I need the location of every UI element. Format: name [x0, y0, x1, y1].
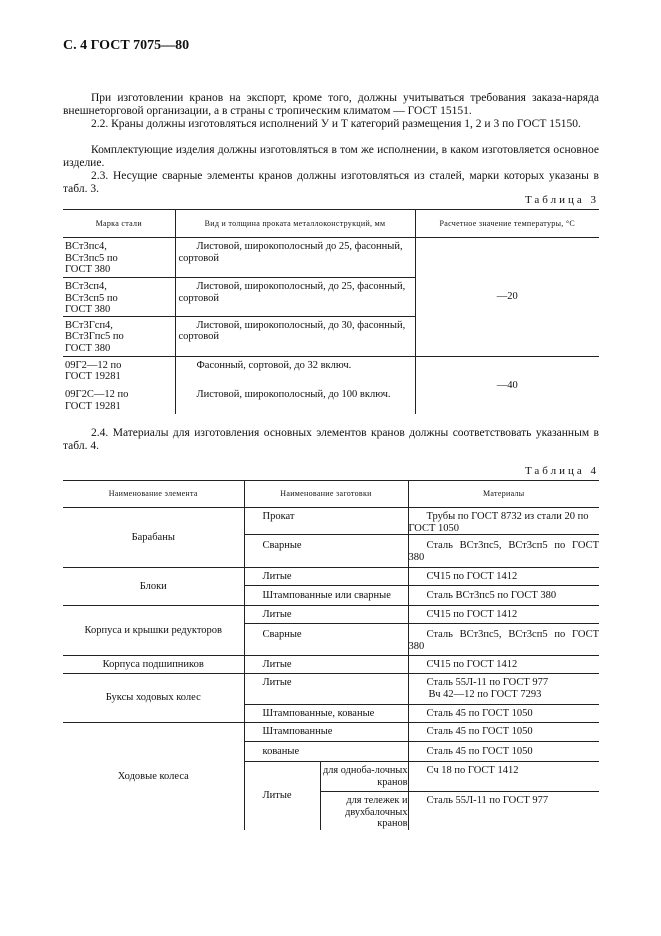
paragraph-components	[63, 144, 599, 170]
table-4-element-cell: Ходовые колеса	[63, 723, 244, 830]
table-4-material-cell: Сталь 55Л-11 по ГОСТ 977	[426, 795, 549, 806]
table-4-material-cell: Сталь ВСт3пс5, ВСт3сп5 по ГОСТ 380	[408, 629, 599, 652]
paragraph-components-text: Комплектующие изделия должны изготовляться в том же исполнении, в каком изготовляется основное изделие.	[63, 144, 599, 169]
table-4-blank-cell: Штампованные или сварные	[244, 586, 408, 606]
table-4-header-materials: Материалы	[483, 489, 525, 499]
table-4-blank-cell: Штампованные	[244, 723, 408, 742]
table-4-header-element: Наименование элемента	[63, 481, 244, 508]
table-3-temp-20: —20	[415, 238, 599, 357]
paragraph-export-text: При изготовлении кранов на экспорт, кроме того, должны учитываться требования заказа-наряда внешнеторговой организации, а в страны с тропическим климатом — ГОСТ 15151.	[63, 92, 599, 117]
table-4-caption: Таблица 4	[524, 465, 599, 477]
table-3-rolled-cell: Листовой, широкополосный, до 100 включ.	[175, 386, 415, 414]
table-3-header-rolled: Вид и толщина проката металлоконструкций, мм	[175, 210, 415, 238]
page-header: С. 4 ГОСТ 7075—80	[63, 38, 190, 53]
table-4-blank-cell: Литые	[244, 762, 320, 830]
table-4-material-cell: СЧ15 по ГОСТ 1412	[426, 659, 518, 670]
paragraph-2-3	[63, 170, 599, 196]
table-4-element-cell: Блоки	[63, 568, 244, 606]
table-4-element-cell: Корпуса подшипников	[63, 656, 244, 674]
table-3-rolled-cell: Фасонный, сортовой, до 32 включ.	[175, 356, 415, 386]
table-row	[63, 723, 599, 742]
table-4-material-cell: Сталь 45 по ГОСТ 1050	[426, 746, 533, 757]
table-4-blank-cell: Сварные	[244, 535, 408, 568]
table-4-subblank-cell: для тележек и двухбалочных кранов	[320, 792, 408, 830]
table-3-grade-cell: 09Г2С—12 по ГОСТ 19281	[63, 386, 175, 414]
table-4-element-cell: Корпуса и крышки редукторов	[63, 606, 244, 656]
table-3-grade-cell: ВСт3Гсп4, ВСт3Гпс5 по ГОСТ 380	[63, 316, 175, 356]
table-4-material-cell: Сталь 55Л-11 по ГОСТ 977 Вч 42—12 по ГОСТ 7293	[426, 677, 549, 700]
table-4-blank-cell: Литые	[244, 674, 408, 705]
table-4-blank-cell: Литые	[244, 606, 408, 624]
table-row	[63, 508, 599, 535]
table-4-element-cell: Буксы ходовых колес	[63, 674, 244, 723]
table-4-header-blank: Наименование заготовки	[244, 481, 408, 508]
table-4	[63, 480, 599, 830]
table-3-caption: Таблица 3	[524, 194, 599, 206]
paragraph-2-2-text: 2.2. Краны должны изготовляться исполнений У и Т категорий размещения 1, 2 и 3 по ГОСТ 15150.	[91, 118, 581, 130]
table-3-rolled-cell: Листовой, широкополосный, до 30, фасонный, сортовой	[175, 316, 415, 356]
table-4-blank-cell: Литые	[244, 656, 408, 674]
table-4-material-cell: Сталь ВСт3пс5 по ГОСТ 380	[426, 590, 557, 601]
table-3-grade-cell: ВСт3пс4, ВСт3пс5 по ГОСТ 380	[63, 238, 175, 278]
table-3-temp-40: —40	[496, 379, 518, 391]
table-4-material-cell: Сталь 45 по ГОСТ 1050	[426, 726, 533, 737]
table-3-grade-cell: ВСт3сп4, ВСт3сп5 по ГОСТ 380	[63, 278, 175, 317]
paragraph-export	[63, 92, 599, 118]
table-4-blank-cell: Прокат	[244, 508, 408, 535]
table-4-header-row	[63, 481, 599, 508]
table-3-header-temp: Расчетное значение температуры, °С	[439, 218, 576, 228]
table-3-header-row	[63, 210, 599, 238]
table-4-blank-cell: Литые	[244, 568, 408, 586]
table-3-header-grade: Марка стали	[63, 210, 175, 238]
table-4-element-cell: Барабаны	[63, 508, 244, 568]
table-row	[63, 656, 599, 674]
table-row	[63, 356, 599, 386]
table-3-rolled-cell: Листовой, широкополосный, до 25, фасонный, сортовой	[175, 278, 415, 317]
table-row	[63, 568, 599, 586]
table-4-blank-cell: Сварные	[244, 624, 408, 656]
table-row	[63, 674, 599, 705]
table-row	[63, 238, 599, 278]
table-4-material-cell: Сталь ВСт3пс5, ВСт3сп5 по ГОСТ 380	[408, 540, 599, 563]
table-3	[63, 209, 599, 414]
paragraph-2-4	[63, 427, 599, 453]
table-4-material-cell: Трубы по ГОСТ 8732 из стали 20 по ГОСТ 1050	[408, 511, 589, 534]
paragraph-2-4-text: 2.4. Материалы для изготовления основных элементов кранов должны соответствовать указанным в табл. 4.	[63, 427, 599, 452]
table-4-blank-cell: кованые	[244, 742, 408, 762]
table-4-blank-cell: Штампованные, кованые	[244, 705, 408, 723]
table-4-material-cell: СЧ15 по ГОСТ 1412	[426, 571, 518, 582]
table-row	[63, 606, 599, 624]
table-4-material-cell: Сталь 45 по ГОСТ 1050	[426, 708, 533, 719]
table-4-material-cell: Сч 18 по ГОСТ 1412	[426, 765, 519, 776]
paragraph-2-2	[63, 118, 599, 131]
table-4-material-cell: СЧ15 по ГОСТ 1412	[426, 609, 518, 620]
table-3-grade-cell: 09Г2—12 по ГОСТ 19281	[63, 356, 175, 386]
table-3-rolled-cell: Листовой, широкополосный до 25, фасонный, сортовой	[175, 238, 415, 278]
paragraph-2-3-text: 2.3. Несущие сварные элементы кранов должны изготовляться из сталей, марки которых указаны в табл. 3.	[63, 170, 599, 195]
table-4-subblank-cell: для одноба-лочных кранов	[320, 762, 408, 792]
